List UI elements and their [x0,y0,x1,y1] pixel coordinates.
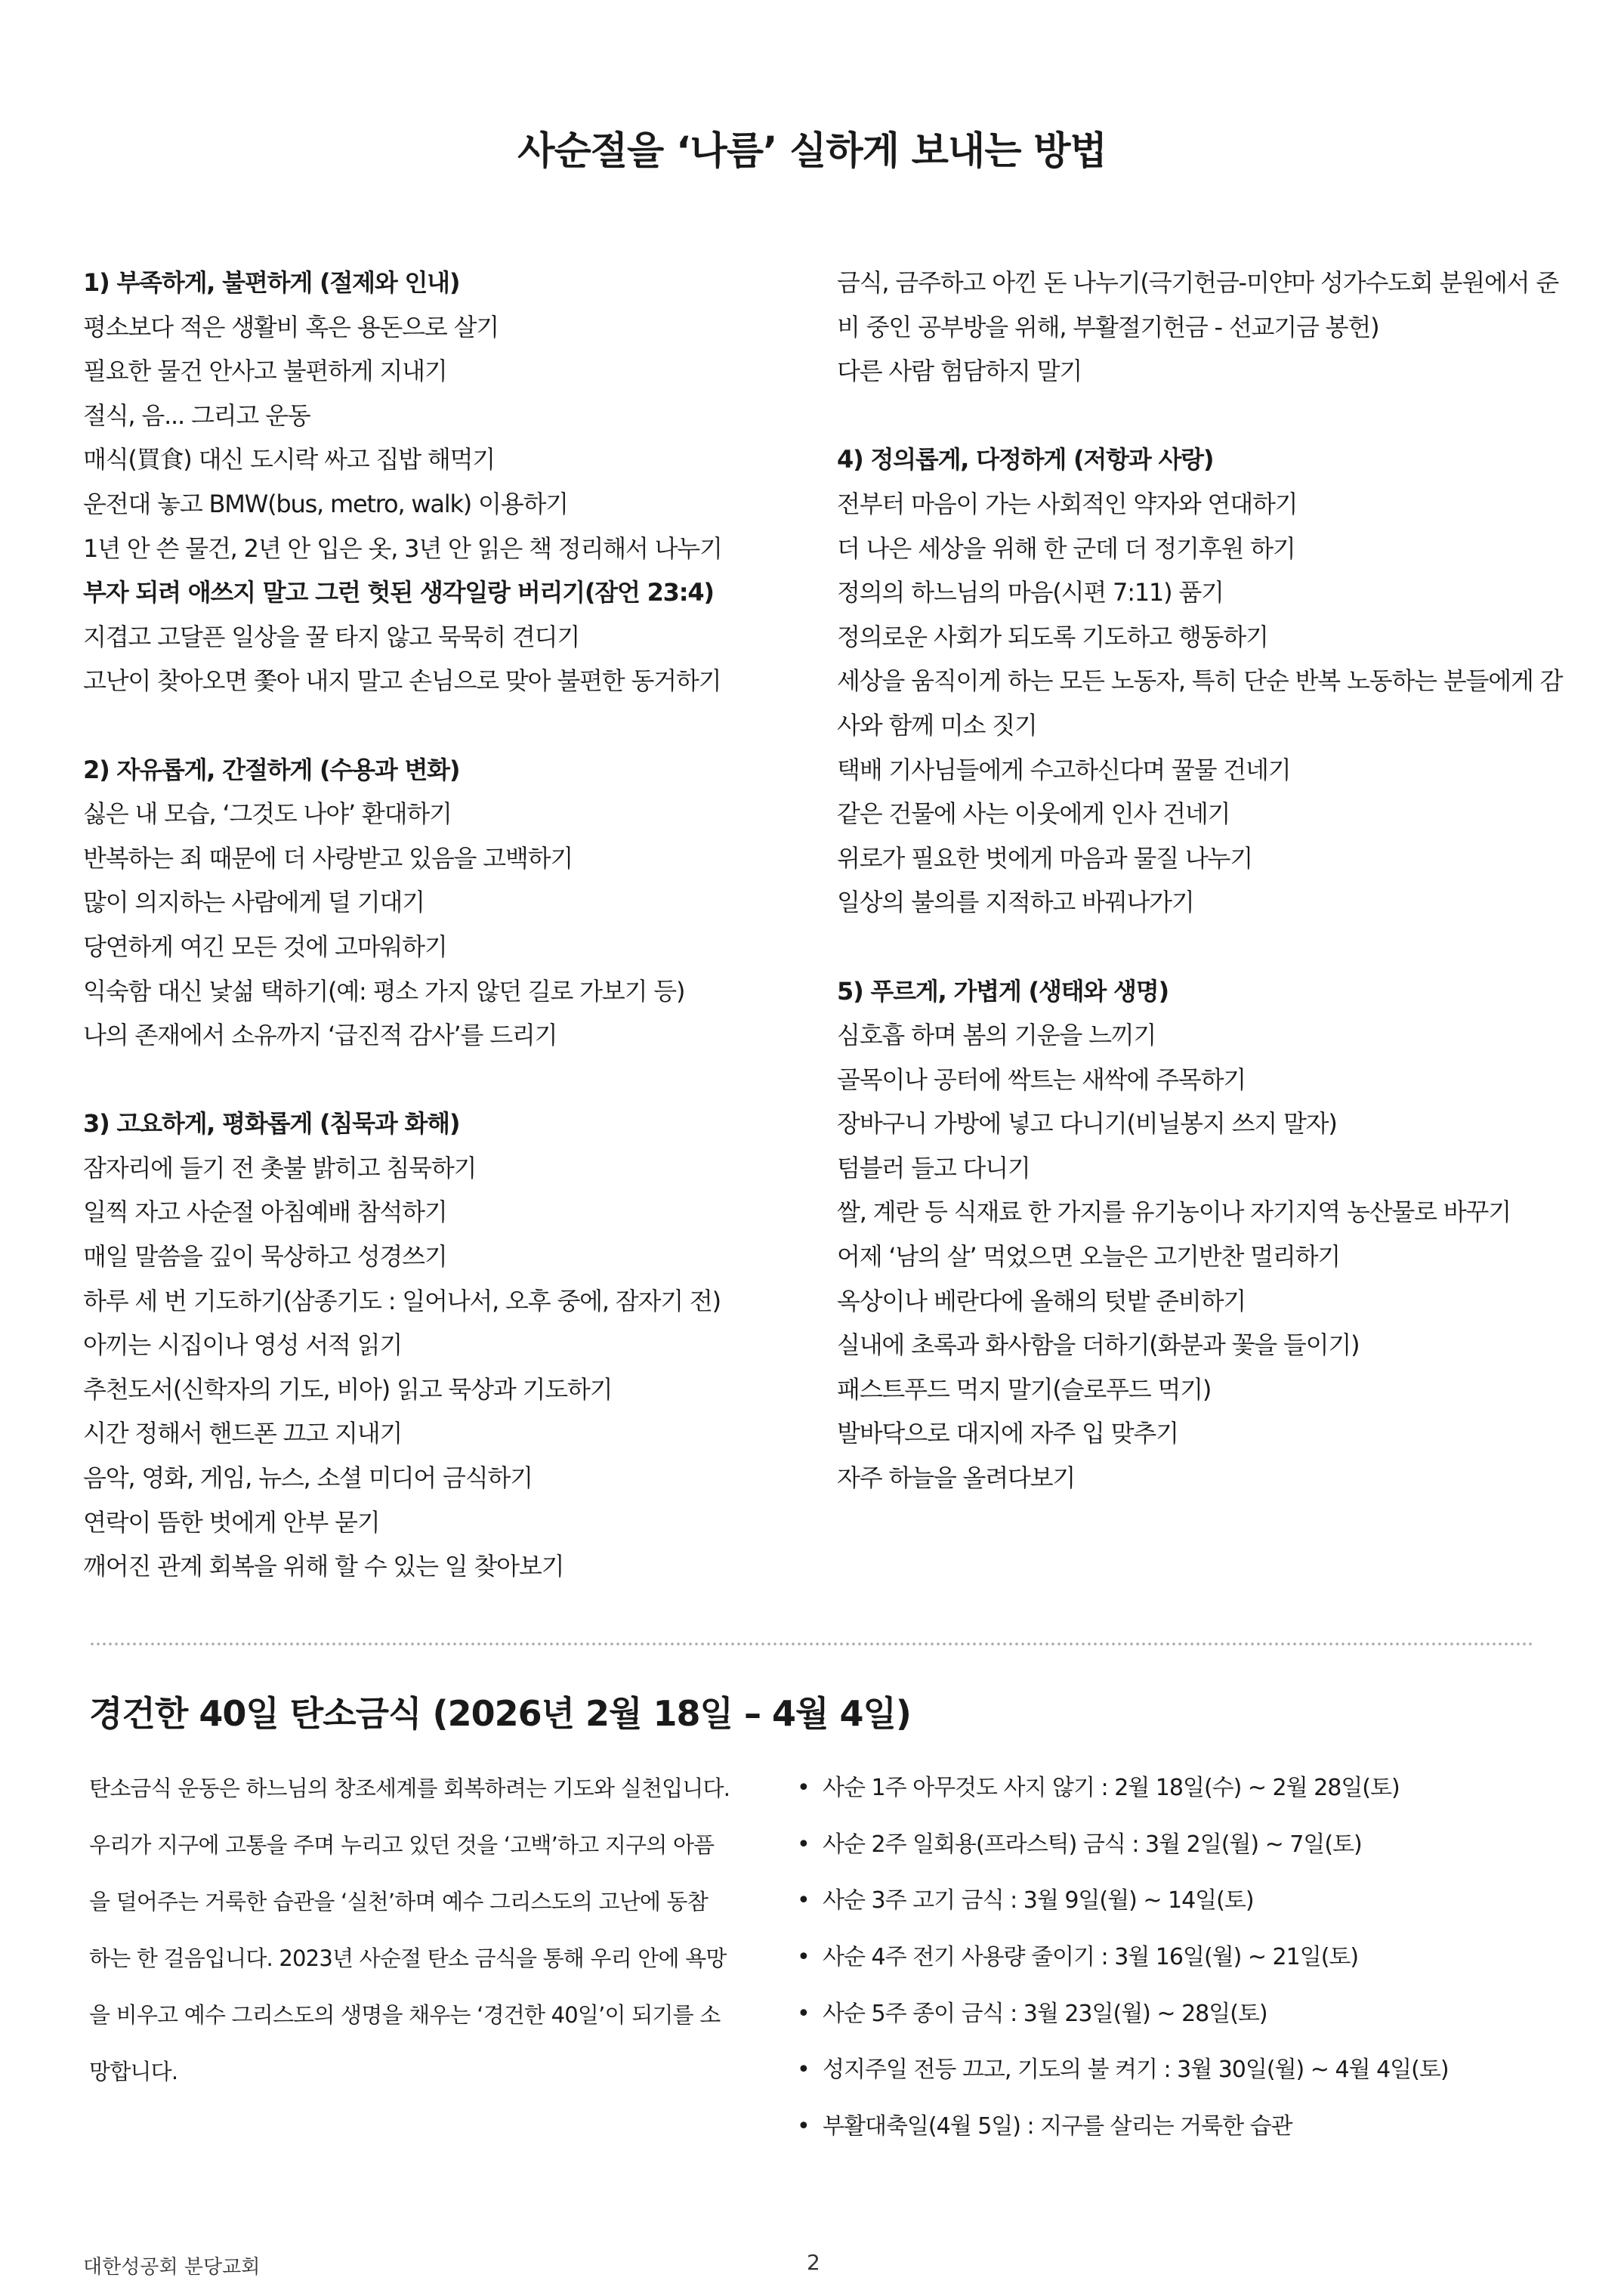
list-item: 세상을 움직이게 하는 모든 노동자, 특히 단순 반복 노동하는 분들에게 감 [837,666,1563,696]
spacer [83,1058,808,1102]
intro-line: 탄소금식 운동은 하느님의 창조세계를 회복하려는 기도와 실천입니다. [89,1775,730,1801]
list-item: 아끼는 시집이나 영성 서적 읽기 [83,1330,403,1360]
list-item: 심호흡 하며 봄의 기운을 느끼기 [837,1021,1156,1050]
list-item: 지겹고 고달픈 일상을 꿀 타지 않고 묵묵히 견디기 [83,622,580,651]
section-heading: 5) 푸르게, 가볍게 (생태와 생명) [837,976,1169,1006]
list-item: 고난이 찾아오면 쫓아 내지 말고 손님으로 맞아 불편한 동거하기 [83,666,721,696]
list-item: 추천도서(신학자의 기도, 비아) 읽고 묵상과 기도하기 [83,1374,613,1404]
schedule-item [797,1986,1552,2043]
list-item: 텀블러 들고 다니기 [837,1153,1030,1182]
bullet-icon: • [797,1775,810,1801]
dotted-divider [89,1641,1532,1647]
list-item: 많이 의지하는 사람에게 덜 기대기 [83,888,425,917]
schedule-item [797,1760,1552,1817]
list-item: 운전대 놓고 BMW(bus, metro, walk) 이용하기 [83,489,568,518]
spacer [837,925,1562,969]
bullet-icon: • [797,1944,810,1971]
intro-line: 을 덜어주는 거룩한 습관을 ‘실천’하며 예수 그리스도의 고난에 동참 [89,1889,708,1914]
list-item: 비 중인 공부방을 위해, 부활절기헌금 - 선교기금 봉헌) [837,312,1379,341]
list-item: 금식, 금주하고 아낀 돈 나누기(극기헌금-미얀마 성가수도회 분원에서 준 [837,268,1559,297]
bullet-icon: • [797,1887,810,1914]
schedule-item [797,2042,1552,2099]
list-item: 쌀, 계란 등 식재료 한 가지를 유기농이나 자기지역 농산물로 바꾸기 [837,1197,1511,1227]
list-item: 부자 되려 애쓰지 말고 그런 헛된 생각일랑 버리기(잠언 23:4) [83,578,714,607]
list-item: 일상의 불의를 지적하고 바꿔나가기 [837,888,1194,917]
list-item: 골목이나 공터에 싹트는 새싹에 주목하기 [837,1065,1246,1094]
intro-line: 망합니다. [89,2059,178,2084]
list-item: 옥상이나 베란다에 올해의 텃밭 준비하기 [837,1286,1246,1315]
list-item: 어제 ‘남의 살’ 먹었으면 오늘은 고기반찬 멀리하기 [837,1242,1341,1272]
carbon-fast-intro [89,1760,739,2100]
list-item: 실내에 초록과 화사함을 더하기(화분과 꽃을 들이기) [837,1330,1360,1360]
schedule-item-text: 사순 2주 일회용(프라스틱) 금식 : 3월 2일(월) ~ 7일(토) [823,1831,1362,1858]
list-item: 같은 건물에 사는 이웃에게 인사 건네기 [837,799,1230,829]
list-item: 더 나은 세상을 위해 한 군데 더 정기후원 하기 [837,533,1295,563]
list-item: 매식(買食) 대신 도시락 싸고 집밥 해먹기 [83,445,495,474]
list-item: 평소보다 적은 생활비 혹은 용돈으로 살기 [83,312,499,341]
bullet-icon: • [797,2000,810,2027]
list-item: 하루 세 번 기도하기(삼종기도 : 일어나서, 오후 중에, 잠자기 전) [83,1286,721,1315]
schedule-item [797,1873,1552,1930]
list-item: 다른 사람 험담하지 말기 [837,357,1082,386]
carbon-fast-schedule-list [797,1760,1552,2155]
list-item: 익숙함 대신 낯섦 택하기(예: 평소 가지 않던 길로 가보기 등) [83,976,685,1006]
schedule-item-text: 사순 1주 아무것도 사지 않기 : 2월 18일(수) ~ 2월 28일(토) [823,1775,1400,1801]
page-number: 2 [807,2250,820,2275]
intro-line: 을 비우고 예수 그리스도의 생명을 채우는 ‘경건한 40일’이 되기를 소 [89,2002,721,2028]
list-item: 필요한 물건 안사고 불편하게 지내기 [83,357,447,386]
list-item: 싫은 내 모습, ‘그것도 나야’ 환대하기 [83,799,452,829]
bullet-icon: • [797,1831,810,1858]
list-item: 발바닥으로 대지에 자주 입 맞추기 [837,1419,1178,1448]
page-title: 사순절을 ‘나름’ 실하게 보내는 방법 [517,129,1107,174]
schedule-item-text: 사순 3주 고기 금식 : 3월 9일(월) ~ 14일(토) [823,1887,1254,1914]
section-heading: 4) 정의롭게, 다정하게 (저항과 사랑) [837,445,1214,474]
bullet-icon: • [797,2113,810,2140]
list-item: 음악, 영화, 게임, 뉴스, 소셜 미디어 금식하기 [83,1463,533,1493]
list-item: 정의의 하느님의 마음(시편 7:11) 품기 [837,578,1224,607]
list-item: 자주 하늘을 올려다보기 [837,1463,1076,1493]
intro-line: 우리가 지구에 고통을 주며 누리고 있던 것을 ‘고백’하고 지구의 아픔 [89,1832,715,1858]
right-column [837,261,1562,1500]
bullet-icon: • [797,2057,810,2084]
list-item: 사와 함께 미소 짓기 [837,710,1037,740]
schedule-item-text: 사순 5주 종이 금식 : 3월 23일(월) ~ 28일(토) [823,2000,1267,2027]
carbon-fast-title: 경건한 40일 탄소금식 (2026년 2월 18일 – 4월 4일) [89,1693,911,1734]
list-item: 장바구니 가방에 넣고 다니기(비닐봉지 쓰지 말자) [837,1109,1337,1139]
intro-line: 하는 한 걸음입니다. 2023년 사순절 탄소 금식을 통해 우리 안에 욕망 [89,1945,727,1971]
list-item: 매일 말씀을 깊이 묵상하고 성경쓰기 [83,1242,447,1272]
list-item: 택배 기사님들에게 수고하신다며 꿀물 건네기 [837,755,1291,784]
schedule-item-text: 사순 4주 전기 사용량 줄이기 : 3월 16일(월) ~ 21일(토) [823,1944,1359,1971]
section-heading: 1) 부족하게, 불편하게 (절제와 인내) [83,268,460,297]
list-item: 절식, 음... 그리고 운동 [83,400,310,430]
spacer [837,394,1562,438]
list-item: 연락이 뜸한 벗에게 안부 묻기 [83,1507,380,1537]
list-item: 1년 안 쓴 물건, 2년 안 입은 옷, 3년 안 읽은 책 정리해서 나누기 [83,533,722,563]
schedule-item-text: 성지주일 전등 끄고, 기도의 불 켜기 : 3월 30일(월) ~ 4월 4일(토) [823,2057,1449,2084]
section-heading: 3) 고요하게, 평화롭게 (침묵과 화해) [83,1109,460,1139]
list-item: 당연하게 여긴 모든 것에 고마워하기 [83,932,447,961]
left-column [83,261,808,1589]
list-item: 일찍 자고 사순절 아침예배 참석하기 [83,1197,447,1227]
list-item: 잠자리에 들기 전 촛불 밝히고 침묵하기 [83,1153,477,1182]
list-item: 정의로운 사회가 되도록 기도하고 행동하기 [837,622,1268,651]
schedule-item [797,1817,1552,1874]
schedule-item-text: 부활대축일(4월 5일) : 지구를 살리는 거룩한 습관 [823,2113,1292,2140]
spacer [83,703,808,748]
list-item: 시간 정해서 핸드폰 끄고 지내기 [83,1419,403,1448]
schedule-item [797,1930,1552,1986]
section-heading: 2) 자유롭게, 간절하게 (수용과 변화) [83,755,460,784]
footer-org: 대한성공회 분당교회 [83,2256,261,2279]
list-item: 깨어진 관계 회복을 위해 할 수 있는 일 찾아보기 [83,1552,564,1581]
list-item: 반복하는 죄 때문에 더 사랑받고 있음을 고백하기 [83,843,573,873]
list-item: 전부터 마음이 가는 사회적인 약자와 연대하기 [837,489,1298,518]
list-item: 나의 존재에서 소유까지 ‘급진적 감사’를 드리기 [83,1021,557,1050]
list-item: 위로가 필요한 벗에게 마음과 물질 나누기 [837,843,1252,873]
list-item: 패스트푸드 먹지 말기(슬로푸드 먹기) [837,1374,1212,1404]
schedule-item [797,2099,1552,2155]
